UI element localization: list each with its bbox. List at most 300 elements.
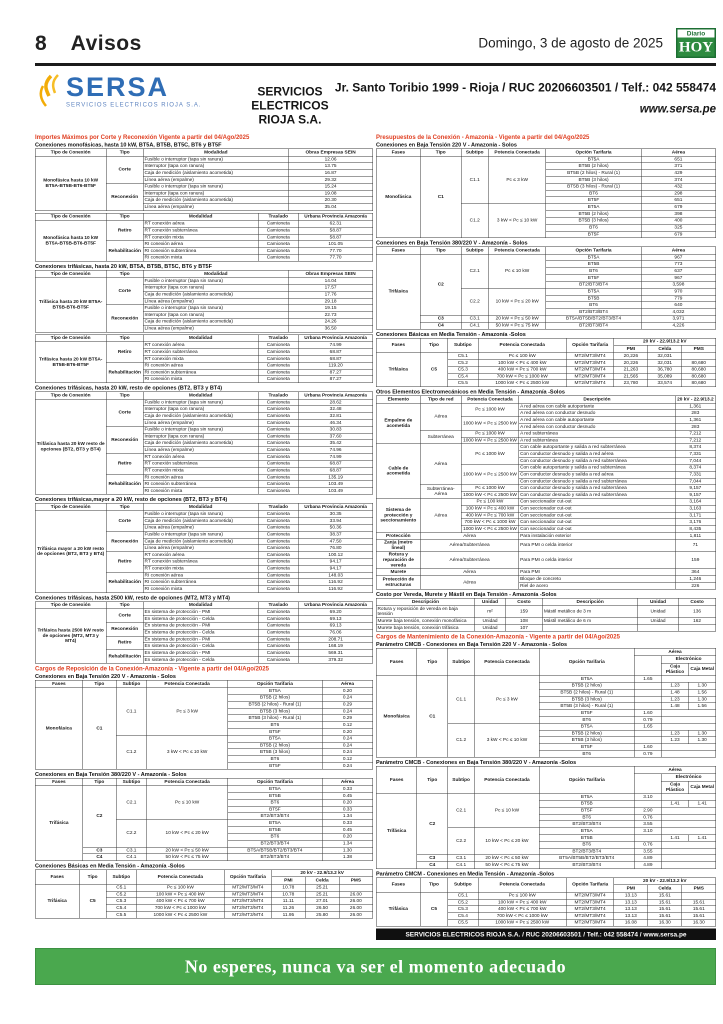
table-cell: Caja de medición (aislamiento acometida) (143, 197, 288, 204)
table-cell: 69.20 (299, 609, 373, 616)
table-cell: 400 kW < Pc ≤ 700 kW (478, 366, 566, 373)
column-header: Modalidad (143, 213, 258, 220)
table-cell: Caja de medición (aislamiento acometida) (143, 440, 258, 447)
table-cell: Para PMI (519, 569, 675, 576)
table-cell: Rehabilitación (106, 362, 143, 382)
header-row (376, 149, 716, 156)
table-cell: C5.2 (448, 360, 479, 367)
column-header: Tipo de Conexión (35, 213, 106, 220)
table-cell: 50.36 (299, 524, 373, 531)
table-row (376, 606, 716, 618)
table-cell: Corte (106, 511, 143, 531)
table-cell: 283 (675, 410, 716, 417)
column-header: Tipo (83, 680, 117, 687)
table-cell: BT5A (228, 688, 323, 695)
table-cell: 398 (641, 211, 716, 218)
table-cell: RT conexión subterránea (143, 227, 258, 234)
column-header: Modalidad (143, 392, 258, 399)
table-cell: 1.23 (661, 730, 688, 737)
table-cell: Camioneta (258, 413, 299, 420)
table-cell: Pc ≤ 3 kW (147, 688, 228, 736)
table-cell: En sistema de protección - Celda (143, 616, 258, 623)
header-row (376, 878, 716, 885)
table-cell: C5 (420, 892, 447, 926)
table-cell: MT2/MT3/MT4 (224, 912, 271, 919)
table-cell: 15.61 (682, 899, 716, 906)
column-header: Tipo (79, 870, 106, 885)
table-cell: 15.61 (648, 906, 682, 913)
table-cell: Interruptor (tapa con ranura) (143, 163, 288, 170)
table-cell: Línea aérea (empalme) (143, 204, 288, 211)
table-cell (661, 717, 715, 724)
column-header: Opción Tarifaria (566, 338, 614, 353)
table-cell: Trifásica hasta 20 kW BT5A-BT5B-BT6-BT5F (35, 342, 106, 383)
table-cell: Mástil metálico de 3 m (543, 606, 638, 618)
table-cell: RI conexión mixta (143, 586, 258, 593)
table-cell: BT5B (3 hilos) (546, 217, 641, 224)
column-header: Opción Tarifaria (546, 149, 641, 156)
table-cell: C4 (83, 854, 117, 861)
table-cell: 16.08 (614, 919, 648, 926)
table-cell: 119.20 (299, 362, 373, 369)
table-cell (634, 737, 661, 744)
table-cell: 32.48 (299, 406, 373, 413)
table-cell: RI conexión mixta (143, 376, 258, 383)
column-header: Aérea (634, 766, 715, 773)
table-cell: A red aérea con cable autoportante (519, 403, 675, 410)
table-cell: BT5B (539, 800, 634, 807)
section-subtitle: Parámetro CMCB - Conexiones en Baja Tensión 220 V - Amazonía - Solos (376, 641, 568, 648)
table-cell: 14.04 (288, 278, 372, 285)
table-cell: BT6 (228, 833, 323, 840)
table-cell: 50 kW < Pc ≤ 75 kW (147, 854, 228, 861)
table-cell: 0.45 (322, 827, 373, 834)
table-cell: BT5A (228, 820, 323, 827)
table-cell (634, 800, 661, 807)
table-cell: 0.20 (322, 729, 373, 736)
table-cell: Trifásica (376, 892, 420, 926)
table-row (376, 625, 716, 632)
table-cell: 0.24 (322, 735, 373, 742)
table-row (376, 676, 716, 683)
table-cell: 148.03 (299, 572, 373, 579)
table-cell: 13.75 (288, 163, 372, 170)
table-cell: BT2/BT3/BT4 (546, 322, 641, 329)
table-cell: 13.13 (614, 899, 648, 906)
table-cell: BT5B (2 hilos) (546, 211, 641, 218)
table-cell: 1.60 (634, 710, 661, 717)
sersa-flame-icon (35, 74, 64, 109)
section-title: Cargos de Reposición de la Conexión-Amazonía - Vigente a partir del 04/Ago/2025 (35, 665, 269, 673)
column-header: Tipo (420, 247, 461, 254)
table-cell: A red aérea con conductor desnudo (519, 410, 675, 417)
table-cell: 3,971 (641, 315, 716, 322)
column-header: Unidad (475, 598, 506, 605)
column-header: 20 kV - 22.9/13.2 kV (614, 338, 716, 345)
table-cell: Camioneta (258, 234, 299, 241)
table-cell: Retiro (106, 342, 143, 362)
table-cell: C5.1 (106, 884, 136, 891)
table-cell: 15.61 (648, 899, 682, 906)
table-cell: 36.50 (288, 325, 372, 332)
table-cell: 94.17 (299, 558, 373, 565)
table-cell: BT5B (3 hilos) - Rural (1) (546, 183, 641, 190)
column-header: Potencia Conectada (147, 680, 228, 687)
table-cell: 21,565 (614, 373, 648, 380)
table-cell: 116.92 (299, 579, 373, 586)
table-cell: Pc ≤ 1000 kW (461, 444, 519, 464)
table-cell: 4,226 (641, 322, 716, 329)
table-cell: Camioneta (258, 531, 299, 538)
column-header: Tipo (420, 149, 461, 156)
table-row (376, 498, 716, 505)
column-header: Urbana Provincia Amazonía (299, 602, 373, 609)
table-cell: BT5F (546, 231, 641, 238)
table-cell: Rehabilitación (106, 474, 143, 494)
header-row (376, 648, 716, 655)
table-row (376, 551, 716, 568)
table-row (35, 156, 373, 163)
table-cell: 26.00 (339, 905, 373, 912)
table-cell: RT conexión mixta (143, 234, 258, 241)
table-cell (638, 625, 679, 632)
table-cell: 80,680 (682, 360, 716, 367)
table-cell: 3 kW < Pc ≤ 10 kW (488, 204, 546, 238)
table-cell: 3.10 (634, 794, 661, 801)
table-cell: 25.80 (305, 912, 339, 919)
table-cell: RI conexión mixta (143, 488, 258, 495)
table-cell: Camioneta (258, 227, 299, 234)
table-cell: C3 (83, 847, 117, 854)
table-cell: 10 kW < Pc ≤ 20 kW (475, 828, 540, 855)
column-header: Aérea (322, 778, 373, 785)
table-cell: 28.62 (299, 399, 373, 406)
table-cell: C1.1 (448, 676, 475, 724)
header-row (35, 778, 373, 785)
table-row (376, 569, 716, 576)
table-cell: 100 kW < Pc ≤ 400 kW (478, 360, 566, 367)
table-cell: C5.5 (448, 919, 479, 926)
table-cell: 100 kW < Pc ≤ 400 kW (478, 899, 566, 906)
table-cell: C1.1 (116, 688, 146, 736)
table-cell: En sistema de protección - Celda (143, 657, 258, 664)
table-cell: 50 kW < Pc ≤ 75 kW (488, 322, 546, 329)
table-cell: 0.76 (634, 841, 661, 848)
column-header: Celda (648, 885, 682, 892)
table-cell: BT2/BT3/BT4 (228, 813, 323, 820)
table-cell: 432 (641, 183, 716, 190)
table-cell: 11.11 (272, 898, 306, 905)
table-cell: En sistema de protección - Celda (143, 629, 258, 636)
table-cell: Camioneta (258, 467, 299, 474)
table-cell: Caja de medición (aislamiento acometida) (143, 518, 258, 525)
column-header: Traslado (258, 503, 299, 510)
column-header: Urbana Provincia Amazonía (299, 335, 373, 342)
table-cell (661, 821, 715, 828)
section-subtitle: Conexiones trifásicas, hasta 20 kW, resto de opciones (BT2, BT3 y BT4) (35, 385, 223, 391)
table-cell: Murete baja tensión, conexión trifásica (376, 625, 474, 632)
table-cell: C4.1 (448, 862, 475, 869)
table-cell: C5.2 (106, 891, 136, 898)
tariff-table (35, 680, 373, 770)
column-header: Tipo (420, 338, 447, 353)
table-cell: Pc ≤ 10 kW (147, 786, 228, 820)
table-cell: 12.06 (288, 156, 372, 163)
table-cell: 0.33 (322, 820, 373, 827)
table-cell: A red aérea con cable autoportante (519, 417, 675, 424)
table-cell: Trifásica mayor a 20 kW resto de opciones (BT2, BT3 y BT4) (35, 511, 106, 593)
table-cell: 700 kW < Pc ≤ 1000 kW (478, 913, 566, 920)
column-header: Potencia Conectada (478, 878, 566, 893)
table-cell: BT5B (2 hilos) (228, 742, 323, 749)
section-subtitle: Costo por Vereda, Murete y Mástil en Baja Tensión - Amazonía -Solos (376, 591, 557, 598)
table-cell: Camioneta (258, 545, 299, 552)
table-cell (682, 353, 716, 360)
table-cell: Con cable autoportante y salida a red subterránea (519, 464, 675, 471)
table-cell: BT5A (228, 786, 323, 793)
table-cell: MT2/MT3/MT4 (566, 380, 614, 387)
tariff-table (35, 270, 373, 332)
column-header: Costo (678, 598, 715, 605)
table-cell: 429 (641, 170, 716, 177)
table-cell: Fusible o interruptor (tapa sin ranura) (143, 426, 258, 433)
table-cell: 1.30 (689, 696, 716, 703)
table-cell: Riel de acero (519, 583, 675, 590)
table-row (35, 511, 373, 518)
table-cell: Camioneta (258, 552, 299, 559)
table-cell: BT5A (546, 254, 641, 261)
table-cell: 33.94 (299, 518, 373, 525)
table-cell: Con cable autoportante y salida a red subterránea (519, 444, 675, 451)
company-band (35, 74, 716, 127)
table-cell: Camioneta (258, 636, 299, 643)
column-header: Traslado (258, 392, 299, 399)
table-cell: Reconexión (106, 183, 143, 210)
column-header: Electrónico (661, 774, 715, 781)
header-row (35, 270, 373, 277)
table-cell: 74.96 (299, 447, 373, 454)
table-cell: 0.79 (634, 717, 661, 724)
header-row (376, 396, 716, 403)
table-cell: BT5B (3 hilos) - Rural (1) (228, 715, 323, 722)
table-cell: Camioneta (258, 572, 299, 579)
header-row (35, 149, 373, 156)
table-cell: Camioneta (258, 488, 299, 495)
table-row (376, 353, 716, 360)
table-cell: 74.99 (299, 342, 373, 349)
diario-hoy-logo (676, 28, 716, 58)
table-cell: MT2/MT3/MT4 (566, 360, 614, 367)
table-cell: 10.78 (272, 891, 306, 898)
table-row (35, 688, 373, 695)
column-header: Elemento (376, 396, 420, 403)
table-cell: 3,598 (641, 281, 716, 288)
table-cell: Trifásica (376, 254, 420, 329)
tariff-table (376, 648, 716, 758)
table-cell: 1.56 (689, 689, 716, 696)
table-cell: En sistema de protección - PMI (143, 622, 258, 629)
table-cell: BT5B (228, 793, 323, 800)
table-cell: 1000 kW < Pc ≤ 2500 kW (461, 417, 519, 431)
column-header: Subtipo (116, 778, 146, 785)
section-subtitle: Otros Elementos Electromecánicos en Media Tensión - Amazonía -Solos (376, 389, 565, 395)
column-header: 20 kV - 22.9/13.2 kV (272, 870, 373, 877)
table-cell: 0.24 (322, 694, 373, 701)
column-header: PMI (272, 877, 306, 884)
table-cell: Corte (106, 609, 143, 623)
table-cell: 71 (675, 539, 716, 551)
table-cell: 46.34 (299, 420, 373, 427)
table-cell: 80,680 (682, 380, 716, 387)
column-header: Potencia Conectada (475, 648, 540, 675)
table-cell: BT5A (546, 288, 641, 295)
table-cell: C5.1 (448, 892, 479, 899)
table-row (376, 156, 716, 163)
table-cell: Pc ≤ 10 kW (475, 794, 540, 828)
column-header: Potencia Conectada (137, 870, 225, 885)
section-subtitle: Parámetro CMCM - Conexiones en Media Tensión - Amazonía -Solos (376, 870, 555, 877)
table-cell: C1 (83, 688, 117, 770)
table-cell: 100 kW < Pc ≤ 400 kW (461, 505, 519, 512)
table-cell: 1.30 (689, 682, 716, 689)
table-cell: 69.13 (299, 616, 373, 623)
table-cell: Camioneta (258, 609, 299, 616)
table-cell: 20,226 (614, 360, 648, 367)
table-cell: MT2/MT3/MT4 (566, 919, 614, 926)
table-cell: 1.34 (322, 840, 373, 847)
table-cell: C2.2 (461, 288, 488, 315)
table-cell (634, 689, 661, 696)
table-cell: BT5B (2 hilos) (539, 682, 634, 689)
table-cell: Aérea/Subterránea (420, 539, 518, 551)
column-header: PMS (339, 877, 373, 884)
table-cell: 20,226 (614, 353, 648, 360)
section-subtitle: Conexiones trifásicas,mayor a 20 kW, resto de opciones (BT2, BT3 y BT4) (35, 496, 228, 503)
table-cell: 0.33 (322, 786, 373, 793)
table-cell: 9,157 (675, 485, 716, 492)
table-cell: 8,374 (675, 444, 716, 451)
table-cell: Camioneta (258, 420, 299, 427)
table-cell: A red subterránea (519, 430, 675, 437)
column-header: Opción Tarifaria (546, 247, 641, 254)
table-cell: Línea aérea (empalme) (143, 177, 288, 184)
table-cell: Pc ≤ 1000 kW (461, 403, 519, 417)
table-cell: 29.18 (288, 298, 372, 305)
column-header: Modalidad (143, 270, 288, 277)
column-header: Tipo (83, 778, 117, 785)
table-cell: 10.78 (272, 884, 306, 891)
page-date: Domingo, 3 de agosto de 2025 (478, 35, 663, 51)
table-cell: Corte (106, 156, 143, 183)
table-cell: BT5B (3 hilos) (539, 696, 634, 703)
table-cell: BT6 (539, 751, 634, 758)
company-website: www.sersa.pe (639, 102, 716, 115)
column-header: Tipo de Conexión (35, 270, 106, 277)
table-cell: 29.32 (288, 177, 372, 184)
table-cell: C2.1 (116, 786, 146, 820)
table-cell: 15.61 (682, 906, 716, 913)
table-cell: 80,680 (682, 366, 716, 373)
table-cell: 1,361 (675, 417, 716, 424)
table-cell: C1.2 (448, 723, 475, 757)
table-cell: En sistema de protección - PMI (143, 636, 258, 643)
table-cell (339, 884, 373, 891)
column-header: Subtipo (461, 247, 488, 254)
table-cell: 298 (641, 190, 716, 197)
table-cell: 700 kW < Pc ≤ 1000 kW (461, 519, 519, 526)
table-cell: C4 (417, 862, 448, 869)
table-cell: 13.13 (614, 906, 648, 913)
table-cell: BT5B (2 hilos) (228, 694, 323, 701)
table-cell (661, 676, 715, 683)
column-header: Tipo de red (420, 396, 461, 403)
table-cell: 7,212 (675, 430, 716, 437)
table-cell: 7,044 (675, 458, 716, 465)
table-cell: 159 (505, 606, 542, 618)
table-cell: BT5B (3 hilos) (228, 708, 323, 715)
table-cell: MT2/MT3/MT4 (566, 353, 614, 360)
table-cell: 773 (641, 261, 716, 268)
table-cell: RI conexión aérea (143, 474, 258, 481)
table-cell: 325 (641, 224, 716, 231)
table-cell: BT5A/BT5B/BT2/BT3/BT4 (546, 315, 641, 322)
table-cell: BT5B (3 hilos) (539, 737, 634, 744)
table-cell: 371 (641, 163, 716, 170)
table-cell: C2 (83, 786, 117, 847)
column-header: Opción Tarifaria (228, 680, 323, 687)
table-cell: Camioneta (258, 440, 299, 447)
table-cell: Aérea (420, 533, 518, 540)
table-cell: BT5F (539, 807, 634, 814)
table-cell: Camioneta (258, 643, 299, 650)
tariff-table (35, 334, 373, 383)
table-cell: 1.65 (634, 723, 661, 730)
table-cell: 25.21 (305, 891, 339, 898)
table-cell: 100 kW < Pc ≤ 400 kW (137, 891, 225, 898)
table-row (376, 254, 716, 261)
column-header: PMS (682, 885, 716, 892)
table-cell: C5.2 (448, 899, 479, 906)
column-header: Tipo de Conexión (35, 392, 106, 399)
table-cell: Unidad (475, 618, 506, 625)
table-cell: 10 kW < Pc ≤ 20 kW (488, 288, 546, 315)
column-header: Potencia Conectada (461, 396, 519, 403)
table-cell: 16.30 (648, 919, 682, 926)
table-cell: Caja de medición (aislamiento acometida) (143, 413, 258, 420)
table-cell: 0.24 (322, 708, 373, 715)
tariff-table (376, 598, 716, 632)
column-header: Subtipo (448, 648, 475, 675)
column-header: Unidad (638, 598, 679, 605)
table-cell: 8,435 (675, 526, 716, 533)
table-cell: BT2/BT3/BT4 (539, 848, 634, 855)
table-cell: 23,780 (614, 380, 648, 387)
column-header: Fases (376, 766, 417, 793)
table-cell: C4.1 (461, 322, 488, 329)
table-cell: 32.81 (299, 413, 373, 420)
table-cell: Con seccionador cut-out (519, 512, 675, 519)
table-cell: 0.29 (322, 715, 373, 722)
table-cell: MT2/MT3/MT4 (224, 884, 271, 891)
table-cell: BT5B (228, 827, 323, 834)
header-row (35, 213, 373, 220)
table-cell: 1.41 (689, 835, 716, 842)
table-cell: 58.87 (299, 227, 373, 234)
table-row (376, 862, 716, 869)
table-cell: BT5B (3 hilos) (228, 749, 323, 756)
table-cell: Caja de medición (aislamiento acometida) (143, 291, 288, 298)
table-cell: BT5A/BT5B/BT2/BT3/BT4 (228, 847, 323, 854)
